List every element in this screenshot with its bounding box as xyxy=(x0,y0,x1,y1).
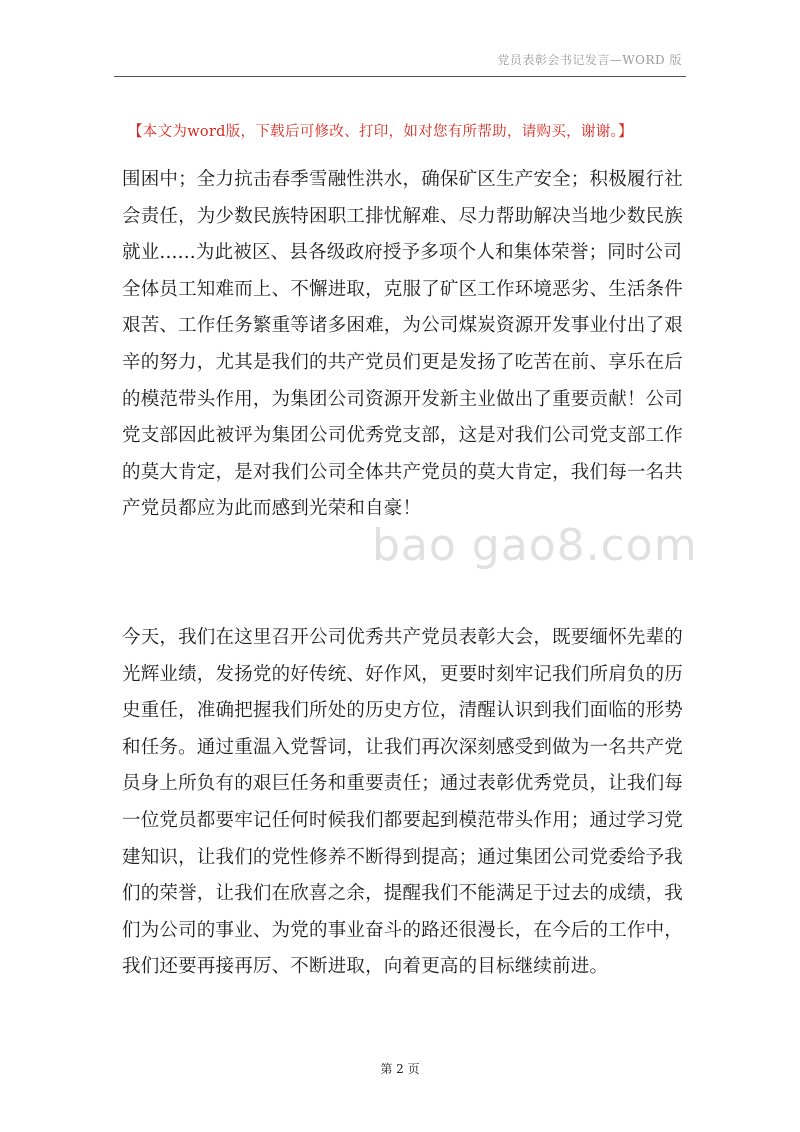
text-line: 今天，我们在这里召开公司优秀共产党员表彰大会，既要缅怀先辈的 xyxy=(122,627,684,648)
paragraph-2 xyxy=(122,620,688,986)
text-line: 党支部因此被评为集团公司优秀党支部，这是对我们公司党支部工作 xyxy=(122,425,684,447)
text-line: 辛的努力，尤其是我们的共产党员们更是发扬了吃苦在前、享乐在后 xyxy=(122,351,684,373)
text-line: 的莫大肯定，是对我们公司全体共产党员的莫大肯定，我们每一名共 xyxy=(122,461,684,483)
text-line: 艰苦、工作任务繁重等诸多困难，为公司煤炭资源开发事业付出了艰 xyxy=(122,315,684,337)
document-header-title: 党员表彰会书记发言—WORD 版 xyxy=(497,53,682,67)
text-line: 们的荣誉，让我们在欣喜之余，提醒我们不能满足于过去的成绩，我 xyxy=(122,883,684,905)
text-line: 建知识，让我们的党性修养不断得到提高；通过集团公司党委给予我 xyxy=(122,846,684,868)
download-notice: 【本文为word版，下载后可修改、打印，如对您有所帮助，请购买，谢谢。】 xyxy=(128,124,633,140)
text-line: 会责任，为少数民族特困职工排忧解难、尽力帮助解决当地少数民族 xyxy=(122,205,684,227)
paragraph-1 xyxy=(122,162,688,528)
text-line: 就业......为此被区、县各级政府授予多项个人和集体荣誉；同时公司 xyxy=(122,242,683,264)
text-line: 员身上所负有的艰巨任务和重要责任；通过表彰优秀党员，让我们每 xyxy=(122,773,684,795)
text-line: 和任务。通过重温入党誓词，让我们再次深刻感受到做为一名共产党 xyxy=(122,736,684,758)
page-number: 第 2 页 xyxy=(380,1062,420,1076)
text-line: 围困中；全力抗击春季雪融性洪水，确保矿区生产安全；积极履行社 xyxy=(122,169,684,190)
text-line: 光辉业绩，发扬党的好传统、好作风，更要时刻牢记我们所肩负的历 xyxy=(122,663,684,685)
text-line: 产党员都应为此而感到光荣和自豪！ xyxy=(122,498,422,520)
text-line: 我们还要再接再厉、不断进取，向着更高的目标继续前进。 xyxy=(122,956,609,978)
text-line: 史重任，准确把握我们所处的历史方位，清醒认识到我们面临的形势 xyxy=(122,700,684,722)
text-line: 全体员工知难而上、不懈进取，克服了矿区工作环境恶劣、生活条件 xyxy=(122,278,684,300)
watermark: bao gao8.com xyxy=(372,520,698,571)
text-line: 一位党员都要牢记任何时候我们都要起到模范带头作用；通过学习党 xyxy=(122,809,684,831)
header-divider xyxy=(114,76,686,77)
text-line: 的模范带头作用，为集团公司资源开发新主业做出了重要贡献！公司 xyxy=(122,388,684,410)
text-line: 们为公司的事业、为党的事业奋斗的路还很漫长，在今后的工作中， xyxy=(122,919,684,941)
